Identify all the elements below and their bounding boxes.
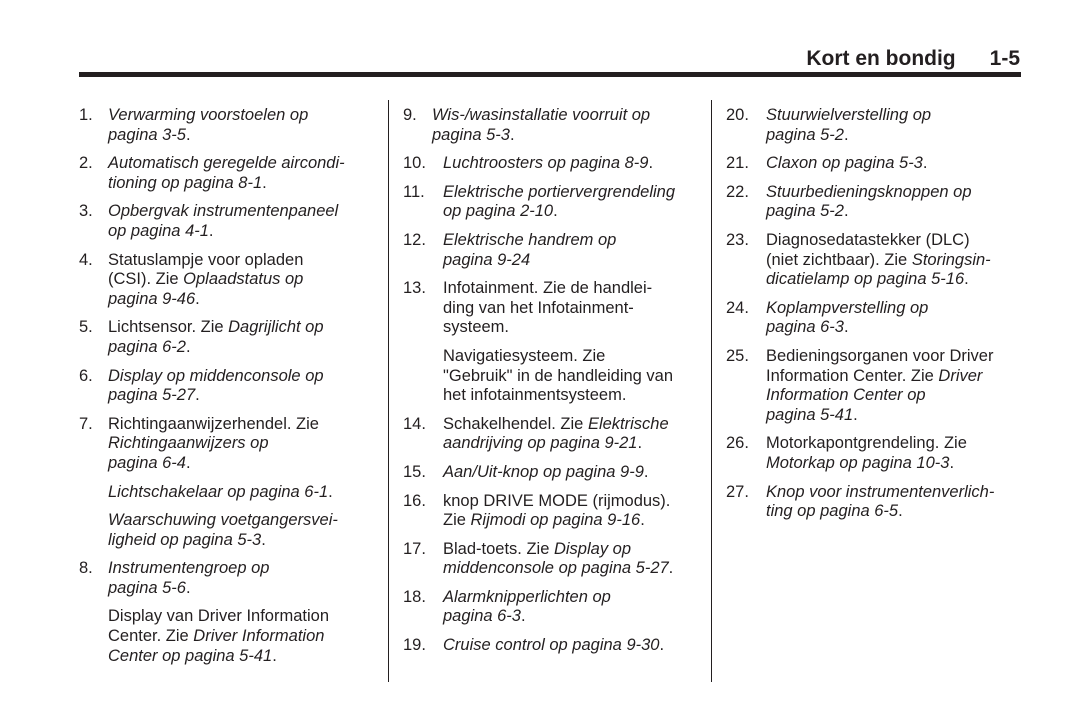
- page-reference: pagina 5-6: [108, 578, 186, 597]
- page-reference: pagina 5-41: [766, 405, 854, 424]
- item-text: Statuslampje voor opladen: [108, 250, 304, 269]
- item-number: 13.: [403, 279, 426, 298]
- page-reference: Stuurwielverstelling op: [766, 106, 932, 124]
- page-reference: pagina 5-2: [766, 125, 844, 144]
- page-reference: pagina 9-46: [108, 289, 196, 308]
- punctuation: .: [509, 125, 515, 144]
- item-number: 6.: [79, 366, 93, 385]
- page-reference: Claxon op pagina 5-3: [766, 154, 923, 173]
- page-reference: Information Center op: [766, 386, 926, 405]
- item-number: 5.: [79, 318, 93, 337]
- punctuation: .: [208, 221, 214, 240]
- list-item: [79, 367, 345, 406]
- page-reference: pagina 6-3: [443, 607, 521, 626]
- list-item: [79, 415, 345, 474]
- item-number: 2.: [79, 154, 93, 173]
- list-item: [79, 106, 345, 145]
- punctuation: .: [648, 154, 654, 173]
- page-reference: pagina 5-27: [108, 386, 196, 405]
- punctuation: .: [520, 607, 526, 626]
- item-number: 17.: [403, 539, 426, 558]
- page-reference: middenconsole op pagina 5-27: [443, 559, 669, 578]
- page-reference: Driver: [938, 366, 983, 385]
- page-reference: op pagina 4-1: [108, 221, 209, 240]
- page-reference: Lichtschakelaar op pagina 6-1: [108, 482, 329, 501]
- item-number: 16.: [403, 491, 426, 510]
- list-item: [403, 415, 675, 454]
- item-text: Schakelhendel. Zie: [443, 414, 588, 433]
- page-reference: Motorkap op pagina 10-3: [766, 453, 950, 472]
- page-reference: Opbergvak instrumentenpaneel: [108, 202, 339, 221]
- list-item-continuation: [403, 347, 675, 406]
- page-reference: Driver Information: [193, 627, 325, 646]
- list-item-continuation: [79, 483, 345, 503]
- punctuation: .: [668, 559, 674, 578]
- list-item: [726, 183, 994, 222]
- item-text: ding van het Infotainment-: [443, 298, 634, 317]
- page-reference: op pagina 2-10: [443, 202, 554, 221]
- item-text: Lichtsensor. Zie: [108, 318, 229, 337]
- page-reference: Knop voor instrumentenverlich-: [766, 482, 995, 501]
- page-number: 1-5: [989, 47, 1020, 70]
- page-reference: Waarschuwing voetgangersvei-: [108, 511, 338, 530]
- list-item: [79, 251, 345, 310]
- list-item-continuation: [79, 511, 345, 550]
- punctuation: .: [553, 202, 558, 221]
- list-item: [403, 154, 675, 174]
- page-reference: Display op: [553, 539, 632, 558]
- punctuation: .: [643, 462, 649, 481]
- item-text: Information Center. Zie: [766, 366, 939, 385]
- page-header: [806, 46, 1020, 72]
- punctuation: .: [195, 289, 200, 308]
- item-text: (niet zichtbaar). Zie: [766, 250, 912, 269]
- item-text: (CSI). Zie: [108, 270, 184, 289]
- page-reference: pagina 6-2: [108, 337, 186, 356]
- punctuation: .: [185, 578, 191, 597]
- punctuation: .: [659, 636, 665, 655]
- punctuation: .: [195, 386, 200, 405]
- item-number: 9.: [403, 106, 417, 124]
- list-item: [726, 483, 994, 522]
- item-text: Richtingaanwijzerhendel. Zie: [108, 414, 319, 433]
- page-reference: pagina 5-2: [766, 202, 844, 221]
- list-item: [726, 347, 994, 425]
- item-number: 24.: [726, 298, 749, 317]
- item-number: 4.: [79, 250, 93, 269]
- item-text: Blad-toets. Zie: [443, 539, 554, 558]
- item-text: knop DRIVE MODE (rijmodus).: [443, 491, 671, 510]
- page-reference: Wis-/wasinstallatie voorruit op: [432, 106, 651, 124]
- punctuation: .: [640, 511, 645, 530]
- page-reference: Center op pagina 5-41: [108, 646, 273, 665]
- list-item: [79, 318, 345, 357]
- item-number: 12.: [403, 230, 426, 249]
- punctuation: .: [949, 453, 955, 472]
- list-item: [403, 463, 675, 483]
- page-reference: pagina 6-3: [766, 318, 844, 337]
- item-number: 1.: [79, 106, 93, 124]
- item-text: Infotainment. Zie de handlei-: [443, 279, 653, 298]
- list-item: [403, 540, 675, 579]
- list-item: [726, 154, 994, 174]
- item-text: Motorkapontgrendeling. Zie: [766, 434, 967, 453]
- page-reference: Storingsin-: [911, 250, 991, 269]
- punctuation: .: [262, 173, 267, 192]
- item-text: "Gebruik" in de handleiding van: [443, 366, 674, 385]
- list-item: [403, 492, 675, 531]
- list-item: [403, 183, 675, 222]
- page-reference: Aan/Uit-knop op pagina 9-9: [443, 462, 644, 481]
- item-number: 18.: [403, 587, 426, 606]
- item-number: 15.: [403, 462, 426, 481]
- page-reference: Instrumentengroep op: [108, 559, 270, 578]
- column-divider-2: [711, 100, 712, 682]
- item-number: 26.: [726, 434, 749, 453]
- punctuation: .: [964, 270, 969, 289]
- page-reference: Richtingaanwijzers op: [108, 434, 269, 453]
- page-reference: Luchtroosters op pagina 8-9: [443, 154, 649, 173]
- punctuation: .: [328, 482, 333, 501]
- punctuation: .: [853, 405, 858, 424]
- punctuation: .: [898, 502, 903, 521]
- item-number: 7.: [79, 414, 93, 433]
- page-reference: Cruise control op pagina 9-30: [443, 636, 660, 655]
- item-number: 23.: [726, 230, 749, 249]
- page-reference: Rijmodi op pagina 9-16: [470, 511, 641, 530]
- item-number: 10.: [403, 154, 426, 173]
- item-number: 19.: [403, 636, 426, 655]
- list-item: [726, 106, 994, 145]
- column-2: [403, 106, 675, 665]
- page-reference: Oplaadstatus op: [183, 270, 304, 289]
- item-text: Zie: [443, 511, 471, 530]
- punctuation: .: [185, 337, 191, 356]
- page-reference: pagina 3-5: [108, 125, 186, 144]
- page-reference: pagina 6-4: [108, 453, 186, 472]
- list-item-continuation: [79, 607, 345, 666]
- punctuation: .: [843, 202, 849, 221]
- punctuation: .: [185, 125, 191, 144]
- list-item: [403, 588, 675, 627]
- column-divider-1: [388, 100, 389, 682]
- page-reference: Stuurbedieningsknoppen op: [766, 182, 972, 201]
- list-item: [403, 279, 675, 338]
- page-reference: Automatisch geregelde aircondi-: [108, 154, 345, 173]
- list-item: [403, 106, 675, 145]
- list-item: [79, 559, 345, 598]
- item-number: 25.: [726, 346, 749, 365]
- column-1: [79, 106, 345, 675]
- punctuation: .: [922, 154, 928, 173]
- punctuation: .: [261, 530, 266, 549]
- column-3: [726, 106, 994, 531]
- item-text: Diagnosedatastekker (DLC): [766, 230, 970, 249]
- page-reference: tioning op pagina 8-1: [108, 173, 263, 192]
- page-reference: Display op middenconsole op: [108, 366, 324, 385]
- list-item: [403, 231, 675, 270]
- page-reference: Koplampverstelling op: [766, 298, 929, 317]
- page-reference: aandrijving op pagina 9-21: [443, 434, 638, 453]
- punctuation: .: [185, 453, 191, 472]
- list-item: [403, 636, 675, 656]
- list-item: [79, 202, 345, 241]
- page-reference: Elektrische handrem op: [443, 230, 617, 249]
- item-number: 21.: [726, 154, 749, 173]
- page-reference: Elektrische portiervergrendeling: [443, 182, 676, 201]
- punctuation: .: [637, 434, 643, 453]
- punctuation: .: [272, 646, 277, 665]
- item-number: 27.: [726, 482, 749, 501]
- item-number: 3.: [79, 202, 93, 221]
- list-item: [726, 231, 994, 290]
- item-number: 8.: [79, 559, 93, 578]
- item-number: 11.: [403, 182, 425, 201]
- list-item: [726, 299, 994, 338]
- page-reference: ting op pagina 6-5: [766, 502, 899, 521]
- section-title: Kort en bondig: [806, 47, 956, 70]
- item-number: 20.: [726, 106, 749, 124]
- page-reference: pagina 9-24: [443, 250, 531, 269]
- item-text: Display van Driver Information: [108, 607, 329, 626]
- item-text: systeem.: [443, 318, 510, 337]
- page-reference: ligheid op pagina 5-3: [108, 530, 262, 549]
- page-reference: Alarmknipperlichten op: [443, 587, 611, 606]
- item-text: het infotainmentsysteem.: [443, 386, 627, 405]
- page-reference: Elektrische: [587, 414, 669, 433]
- punctuation: .: [843, 318, 849, 337]
- page-reference: dicatielamp op pagina 5-16: [766, 270, 965, 289]
- punctuation: .: [843, 125, 849, 144]
- item-number: 14.: [403, 414, 426, 433]
- header-rule: [79, 72, 1021, 77]
- page-reference: Verwarming voorstoelen op: [108, 106, 309, 124]
- page-reference: Dagrijlicht op: [228, 318, 324, 337]
- item-text: Navigatiesysteem. Zie: [443, 346, 606, 365]
- page-reference: pagina 5-3: [432, 125, 510, 144]
- item-number: 22.: [726, 182, 749, 201]
- list-item: [79, 154, 345, 193]
- item-text: Center. Zie: [108, 627, 194, 646]
- list-item: [726, 434, 994, 473]
- item-text: Bedieningsorganen voor Driver: [766, 346, 994, 365]
